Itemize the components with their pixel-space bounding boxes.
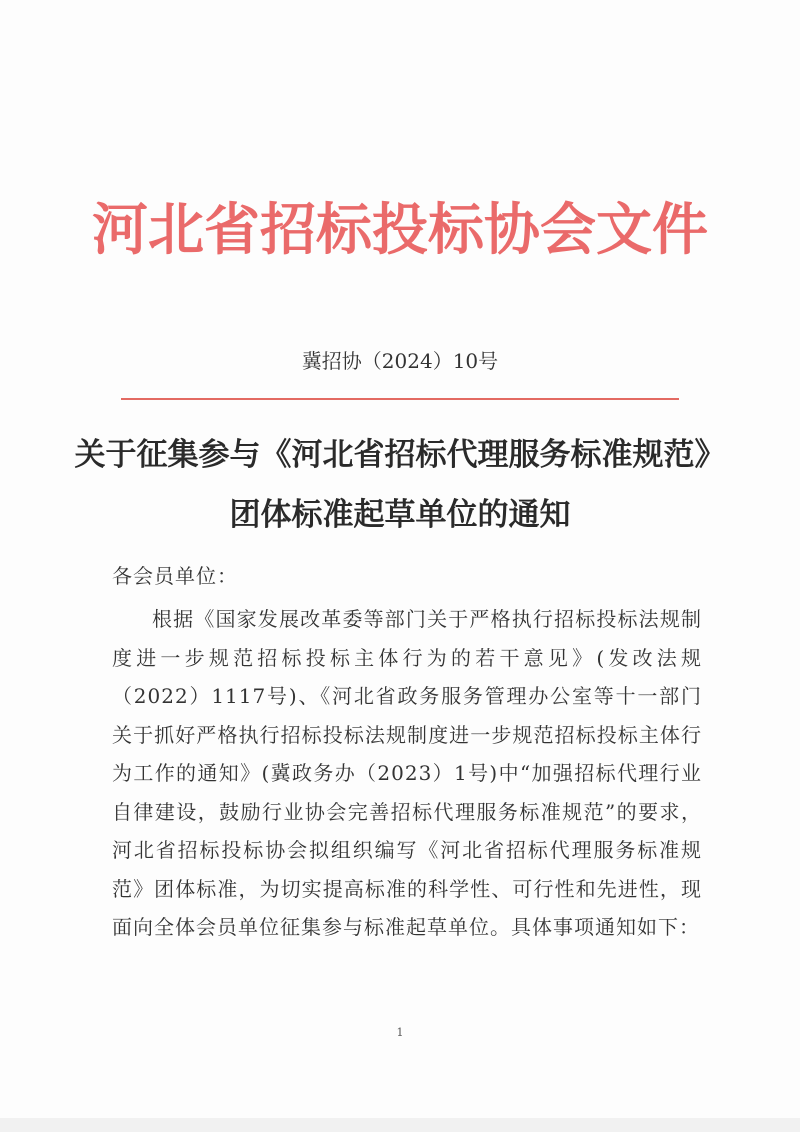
notice-title-line-2: 团体标准起草单位的通知 (229, 497, 571, 533)
page-bottom-edge (0, 1118, 800, 1132)
body-paragraph-1: 根据《国家发展改革委等部门关于严格执行招标投标法规制度进一步规范招标投标主体行为的若干意见》(发改法规（2022）1117号)、《河北省政务服务管理办公室等十一部门关于抓好严格执行招标投标法规制度进一步规范招标投标主体行为工作的通知》(冀政务办（2023）1号)中“加强招标代理行业自律建设，鼓励行业协会完善招标代理服务标准规范”的要求，河北省招标投标协会拟组织编写《河北省招标代理服务标准规范》团体标准，为切实提高标准的科学性、可行性和先进性，现面向全体会员单位征集参与标准起草单位。具体事项通知如下： (112, 607, 702, 939)
page-number: 1 (396, 1026, 404, 1039)
notice-title-line-1: 关于征集参与《河北省招标代理服务标准规范》 (74, 437, 726, 473)
salutation: 各会员单位： (112, 564, 238, 588)
document-number: 冀招协（2024）10号 (301, 349, 499, 373)
red-divider-line (121, 398, 679, 400)
org-title-header: 河北省招标投标协会文件 (92, 197, 708, 263)
